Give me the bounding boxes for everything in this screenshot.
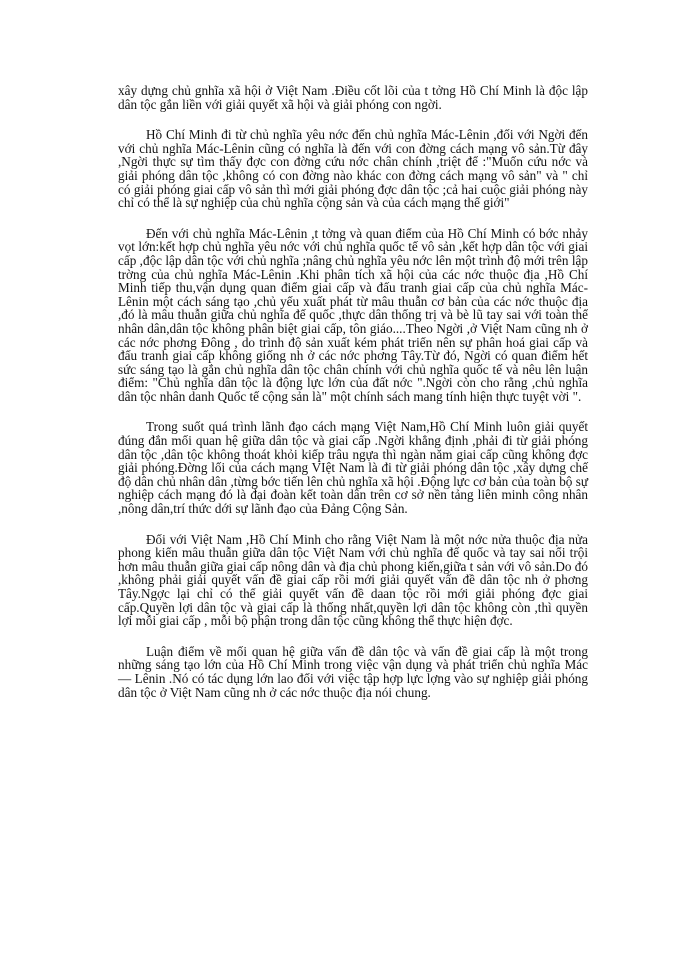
document-page <box>118 84 588 716</box>
paragraph-leadership: Trong suốt quá trình lãnh đạo cách mạng Việt Nam,Hồ Chí Minh luôn giải quyết đúng đắn mối quan hệ giữa dân tộc và giai cấp .Ngời khẳng định ,phải đi từ giải phóng dân tộc ,dân tộc không thoát khỏi kiếp trâu ngựa thì ngàn năm giai cấp cũng không đợc giải phóng.Đờng lối của cách mạng VIệt Nam là đi từ giải phóng dân tộc ,xây dựng chế độ dân chủ nhân dân ,từng bớc tiến lên chủ nghĩa xã hội .Động lực cơ bản của toàn bộ sự nghiệp cách mạng đó là đại đoàn kết toàn dân trên cơ sở nền tảng liên minh công nhân ,nông dân,trí thức dới sự lãnh đạo của Đảng Cộng Sản. <box>118 419 588 517</box>
paragraph-marxism-path: Hồ Chí Minh đi từ chủ nghĩa yêu nớc đến chủ nghĩa Mác-Lênin ,đối với Ngời đến với chủ nghĩa Mác-Lênin cũng có nghĩa là đến với con đờng cách mạng vô sản.Từ đây ,Ngời thực sự tìm thấy đợc con đờng cứu nớc chân chính ,triệt để :"Muốn cứu nớc và giải phóng dân tộc ,không có con đờng nào khác con đờng cách mạng vô sản" và " chỉ có giải phóng giai cấp vô sản thì mới giải phóng đợc dân tộc ;cả hai cuộc giải phóng này chỉ có thể là sự nghiệp của chủ nghĩa cộng sản và của cách mạng thế giới" <box>118 127 588 211</box>
paragraph-class-and-nation: Đến với chủ nghĩa Mác-Lênin ,t tởng và quan điểm của Hồ Chí Minh có bớc nhảy vọt lớn:kết hợp chủ nghĩa yêu nớc với chủ nghĩa quốc tế vô sản ,kết hợp dân tộc với giai cấp ,độc lập dân tộc với chủ nghĩa ;nâng chủ nghĩa yêu nớc lên một trình độ mới trên lập trờng của chủ nghĩa Mác-Lênin .Khi phân tích xã hội của các nớc thuộc địa ,Hồ Chí Minh tiếp thu,vận dụng quan điểm giai cấp và đấu tranh giai cấp của chủ nghĩa Mác-Lênin một cách sáng tạo ,chủ yếu xuất phát từ mâu thuẫn cơ bản của các nớc thuộc địa ,đó là mâu thuẫn giữa chủ nghĩa đế quốc ,thực dân thống trị và bè lũ tay sai với toàn thể nhân dân,dân tộc không phân biệt giai cấp, tôn giáo....Theo Ngời ,ở Việt Nam cũng nh ở các nớc phơng Đông , do trình độ sản xuất kém phát triển nên sự phân hoá giai cấp và đấu tranh giai cấp không giống nh ở các nớc phơng Tây.Từ đó, Ngời có quan điểm hết sức sáng tạo là gắn chủ nghĩa dân tộc chân chính với chủ nghĩa quốc tế và nêu lên luận điểm: "Chủ nghĩa dân tộc là động lực lớn của đất nớc ".Ngời còn cho rằng ,chủ nghĩa dân tộc nhân danh Quốc tế cộng sản là" một chính sách mang tính hiện thực tuyệt vời ". <box>118 225 588 404</box>
paragraph-conclusion: Luận điểm về mối quan hệ giữa vấn đề dân tộc và vấn đề giai cấp là một trong những sáng tạo lớn của Hồ Chí Minh trong việc vận dụng và phát triển chủ nghĩa Mác — Lênin .Nó có tác dụng lớn lao đối với việc tập hợp lực lợng vào sự nghiệp giải phóng dân tộc ở Việt Nam cũng nh ở các nớc thuộc địa nói chung. <box>118 643 588 700</box>
paragraph-continuation: xây dựng chủ gnhĩa xã hội ở Việt Nam .Điều cốt lõi của t tởng Hồ Chí Minh là độc lập dân tộc gắn liền với giải quyết xã hội và giải phóng con ngời. <box>118 83 588 112</box>
paragraph-vietnam-contradiction: Đối với Việt Nam ,Hồ Chí Minh cho rằng Việt Nam là một nớc nửa thuộc địa nửa phong kiến mâu thuẫn giữa dân tộc Việt Nam với chủ nghĩa đế quốc và tay sai nổi trội hơn mâu thuẫn giữa giai cấp nông dân và địa chủ phong kiến,giữa t sản với vô sản.Do đó ,không phải giải quyết vấn đề giai cấp rồi mới giải quyết vấn đề dân tộc nh ở phơng Tây.Ngợc lại chỉ có thể giải quyết vấn đề daan tộc rồi mới giải phóng đợc giai cấp.Quyền lợi dân tộc và giai cấp là thống nhất,quyền lợi dân tộc không còn ,thì quyền lợi mỗi giai cấp , mỗi bộ phận trong dân tộc cũng không thể thực hiện đợc. <box>118 531 588 629</box>
